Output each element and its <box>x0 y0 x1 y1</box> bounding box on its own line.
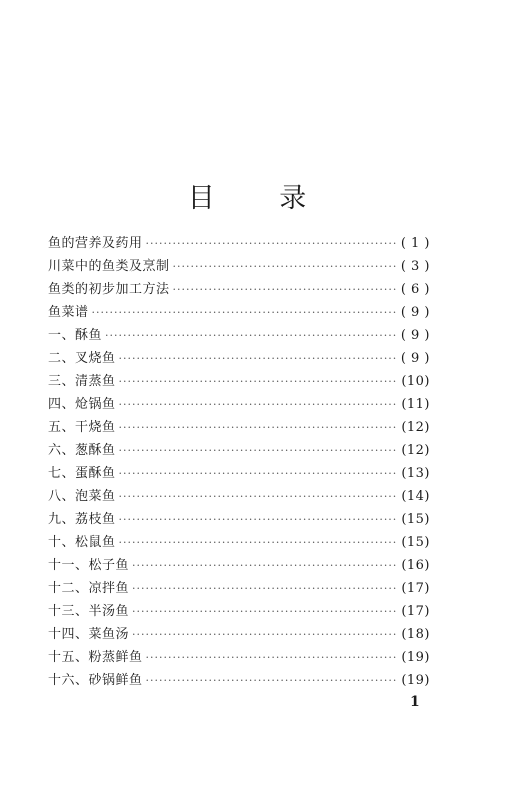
toc-entry-label: 十五、粉蒸鲜鱼 <box>48 650 143 665</box>
toc-entry[interactable] <box>48 600 430 623</box>
toc-entry-page: (17) <box>401 604 430 619</box>
dot-leader <box>146 232 398 255</box>
toc-entry-label: 十、松鼠鱼 <box>48 535 116 550</box>
toc-entry-page: ( 9 ) <box>400 328 430 343</box>
dot-leader <box>92 301 398 324</box>
toc-entry[interactable] <box>48 508 430 531</box>
toc-entry-label: 六、葱酥鱼 <box>48 443 116 458</box>
dot-leader <box>119 439 399 462</box>
dot-leader <box>146 669 399 692</box>
toc-entry-page: (12) <box>401 420 430 435</box>
toc-entry-page: ( 9 ) <box>400 305 430 320</box>
toc-entry-page: ( 1 ) <box>400 236 430 251</box>
toc-entry[interactable] <box>48 646 430 669</box>
dot-leader <box>173 278 398 301</box>
dot-leader <box>105 324 398 347</box>
toc-entry[interactable] <box>48 416 430 439</box>
toc-entry-page: ( 3 ) <box>400 259 430 274</box>
toc-entry-page: (11) <box>401 397 430 412</box>
toc-entry-label: 鱼类的初步加工方法 <box>48 282 170 297</box>
dot-leader <box>119 347 398 370</box>
toc-entry-page: (15) <box>401 512 430 527</box>
toc-entry-label: 十二、凉拌鱼 <box>48 581 130 596</box>
toc-entry[interactable] <box>48 347 430 370</box>
toc-entry[interactable] <box>48 393 430 416</box>
toc-entry-label: 鱼的营养及药用 <box>48 236 143 251</box>
dot-leader <box>132 577 398 600</box>
toc-entry-page: (17) <box>401 581 430 596</box>
toc-entry[interactable] <box>48 531 430 554</box>
toc-entry-label: 十六、砂锅鲜鱼 <box>48 673 143 688</box>
toc-entry-label: 十一、松子鱼 <box>48 558 130 573</box>
toc-entry-page: (15) <box>401 535 430 550</box>
toc-entry-label: 九、荔枝鱼 <box>48 512 116 527</box>
toc-entry[interactable] <box>48 623 430 646</box>
dot-leader <box>119 370 399 393</box>
toc-entry[interactable] <box>48 669 430 692</box>
dot-leader <box>119 508 399 531</box>
toc-entry-label: 七、蛋酥鱼 <box>48 466 116 481</box>
toc-entry-label: 十三、半汤鱼 <box>48 604 130 619</box>
toc-entry-label: 三、清蒸鱼 <box>48 374 116 389</box>
toc-entry[interactable] <box>48 439 430 462</box>
toc-entry[interactable] <box>48 232 430 255</box>
toc-entry[interactable] <box>48 301 430 324</box>
toc-entry-page: (14) <box>401 489 430 504</box>
dot-leader <box>132 600 398 623</box>
page-title: 目 录 <box>187 183 335 215</box>
dot-leader <box>132 554 398 577</box>
dot-leader <box>119 531 399 554</box>
toc-entry-label: 鱼菜谱 <box>48 305 89 320</box>
toc-entry-page: (18) <box>401 627 430 642</box>
toc-entry-label: 八、泡菜鱼 <box>48 489 116 504</box>
toc-entry-page: (13) <box>401 466 430 481</box>
toc-entry-page: (16) <box>401 558 430 573</box>
toc-entry[interactable] <box>48 485 430 508</box>
toc-entry[interactable] <box>48 462 430 485</box>
toc-entry[interactable] <box>48 278 430 301</box>
toc-entry-label: 四、炝锅鱼 <box>48 397 116 412</box>
dot-leader <box>173 255 398 278</box>
toc-entry[interactable] <box>48 370 430 393</box>
page-number: 1 <box>410 694 420 710</box>
dot-leader <box>146 646 399 669</box>
toc-entry[interactable] <box>48 324 430 347</box>
dot-leader <box>119 416 399 439</box>
toc-entry-page: ( 6 ) <box>400 282 430 297</box>
toc-entry-page: (19) <box>401 650 430 665</box>
toc-entry-page: (19) <box>401 673 430 688</box>
toc-entry[interactable] <box>48 255 430 278</box>
toc-entry-label: 十四、菜鱼汤 <box>48 627 130 642</box>
toc-entry-label: 川菜中的鱼类及烹制 <box>48 259 170 274</box>
toc-entry-page: ( 9 ) <box>400 351 430 366</box>
toc-entry-page: (10) <box>401 374 430 389</box>
toc-entry-label: 五、干烧鱼 <box>48 420 116 435</box>
dot-leader <box>119 485 399 508</box>
dot-leader <box>132 623 398 646</box>
dot-leader <box>119 393 399 416</box>
toc-entry[interactable] <box>48 554 430 577</box>
toc-entry[interactable] <box>48 577 430 600</box>
toc-entry-label: 二、叉烧鱼 <box>48 351 116 366</box>
toc-entry-label: 一、酥鱼 <box>48 328 103 343</box>
dot-leader <box>119 462 399 485</box>
toc-entry-page: (12) <box>401 443 430 458</box>
table-of-contents <box>48 232 430 692</box>
